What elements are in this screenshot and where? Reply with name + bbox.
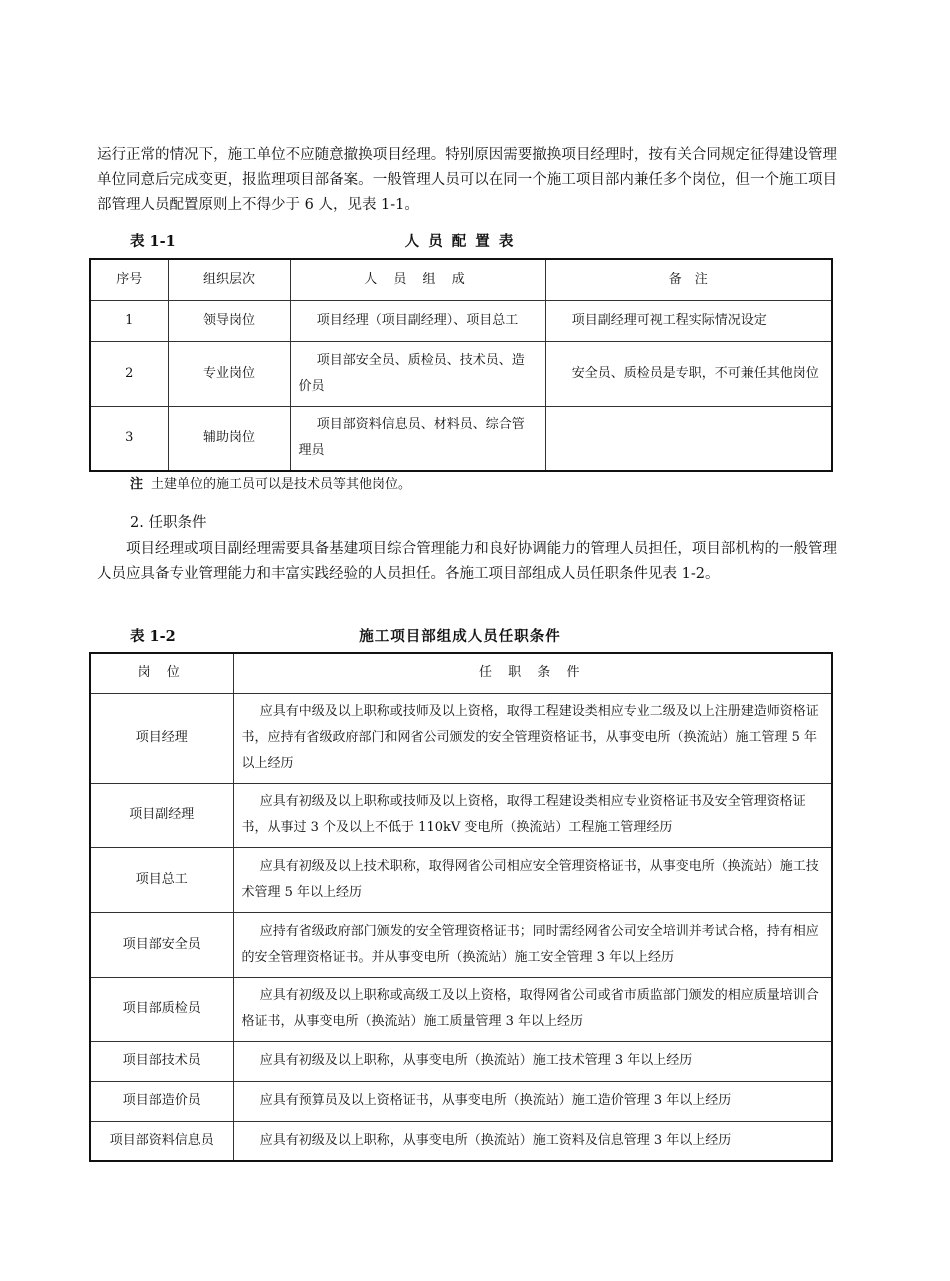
table-row: [90, 300, 832, 341]
table1-header-level: 组织层次: [168, 259, 290, 300]
row-no: 3: [90, 406, 168, 471]
table-row: [90, 1121, 832, 1161]
qualification-table: [89, 652, 833, 1162]
row-level: 专业岗位: [168, 341, 290, 406]
row-requirement: 应持有省级政府部门颁发的安全管理资格证书；同时需经网省公司安全培训并考试合格，持有相应的安全管理资格证书。并从事变电所（换流站）施工安全管理 3 年以上经历: [233, 912, 832, 977]
table2-number: 表 1-2: [130, 628, 176, 645]
staffing-table: [89, 258, 833, 472]
table1-header-members: 人 员 组 成: [290, 259, 545, 300]
row-requirement: 应具有初级及以上职称，从事变电所（换流站）施工技术管理 3 年以上经历: [233, 1041, 832, 1081]
row-members: 项目经理（项目副经理）、项目总工: [290, 300, 545, 341]
row-requirement: 应具有初级及以上职称或技师及以上资格，取得工程建设类相应专业资格证书及安全管理资格证书，从事过 3 个及以上不低于 110kV 变电所（换流站）工程施工管理经历: [233, 783, 832, 847]
row-members: 项目部安全员、质检员、技术员、造价员: [290, 341, 545, 406]
table-row: [90, 693, 832, 783]
table2-title: 施工项目部组成人员任职条件: [359, 628, 561, 645]
table-row: [90, 783, 832, 847]
row-post: 项目部资料信息员: [90, 1121, 233, 1161]
note-label: 注: [130, 477, 144, 492]
row-level: 辅助岗位: [168, 406, 290, 471]
row-requirement: 应具有中级及以上职称或技师及以上资格，取得工程建设类相应专业二级及以上注册建造师资格证书，应持有省级政府部门和网省公司颁发的安全管理资格证书，从事变电所（换流站）施工管理 5 年以上经历: [233, 693, 832, 783]
section-heading: 2. 任职条件: [130, 515, 207, 531]
row-no: 2: [90, 341, 168, 406]
row-no: 1: [90, 300, 168, 341]
row-post: 项目部造价员: [90, 1081, 233, 1121]
row-remark: 安全员、质检员是专职，不可兼任其他岗位: [545, 341, 832, 406]
row-remark: 项目副经理可视工程实际情况设定: [545, 300, 832, 341]
row-requirement: 应具有初级及以上职称，从事变电所（换流站）施工资料及信息管理 3 年以上经历: [233, 1121, 832, 1161]
row-level: 领导岗位: [168, 300, 290, 341]
table1-title: 人 员 配 置 表: [404, 233, 516, 250]
table1-header-row: [90, 259, 832, 300]
row-post: 项目总工: [90, 847, 233, 912]
table-row: [90, 1081, 832, 1121]
table-row: [90, 1041, 832, 1081]
row-post: 项目部质检员: [90, 977, 233, 1041]
row-requirement: 应具有预算员及以上资格证书，从事变电所（换流站）施工造价管理 3 年以上经历: [233, 1081, 832, 1121]
table-row: [90, 847, 832, 912]
table1-header-no: 序号: [90, 259, 168, 300]
row-requirement: 应具有初级及以上职称或高级工及以上资格，取得网省公司或省市质监部门颁发的相应质量培训合格证书，从事变电所（换流站）施工质量管理 3 年以上经历: [233, 977, 832, 1041]
table1-number: 表 1-1: [130, 233, 176, 250]
table-row: [90, 977, 832, 1041]
table-row: [90, 406, 832, 471]
table1-caption: [130, 230, 830, 254]
row-members: 项目部资料信息员、材料员、综合管理员: [290, 406, 545, 471]
intro-paragraph: 运行正常的情况下，施工单位不应随意撤换项目经理。特别原因需要撤换项目经理时，按有关合同规定征得建设管理单位同意后完成变更，报监理项目部备案。一般管理人员可以在同一个施工项目部内兼任多个岗位，但一个施工项目部管理人员配置原则上不得少于 6 人，见表 1-1。: [97, 147, 837, 213]
table2-header-post: 岗 位: [90, 653, 233, 693]
note-text: 土建单位的施工员可以是技术员等其他岗位。: [151, 477, 412, 492]
table1-header-remark: 备 注: [545, 259, 832, 300]
row-post: 项目经理: [90, 693, 233, 783]
row-remark: [545, 406, 832, 471]
row-requirement: 应具有初级及以上技术职称，取得网省公司相应安全管理资格证书，从事变电所（换流站）施工技术管理 5 年以上经历: [233, 847, 832, 912]
row-post: 项目部技术员: [90, 1041, 233, 1081]
table-row: [90, 341, 832, 406]
table2-caption: [130, 625, 830, 649]
table2-header-req: 任 职 条 件: [233, 653, 832, 693]
section2-paragraph: 项目经理或项目副经理需要具备基建项目综合管理能力和良好协调能力的管理人员担任，项目部机构的一般管理人员应具备专业管理能力和丰富实践经验的人员担任。各施工项目部组成人员任职条件见表 1-2。: [97, 541, 837, 582]
row-post: 项目副经理: [90, 783, 233, 847]
table-row: [90, 912, 832, 977]
row-post: 项目部安全员: [90, 912, 233, 977]
table1-note: [130, 473, 411, 492]
table2-header-row: [90, 653, 832, 693]
